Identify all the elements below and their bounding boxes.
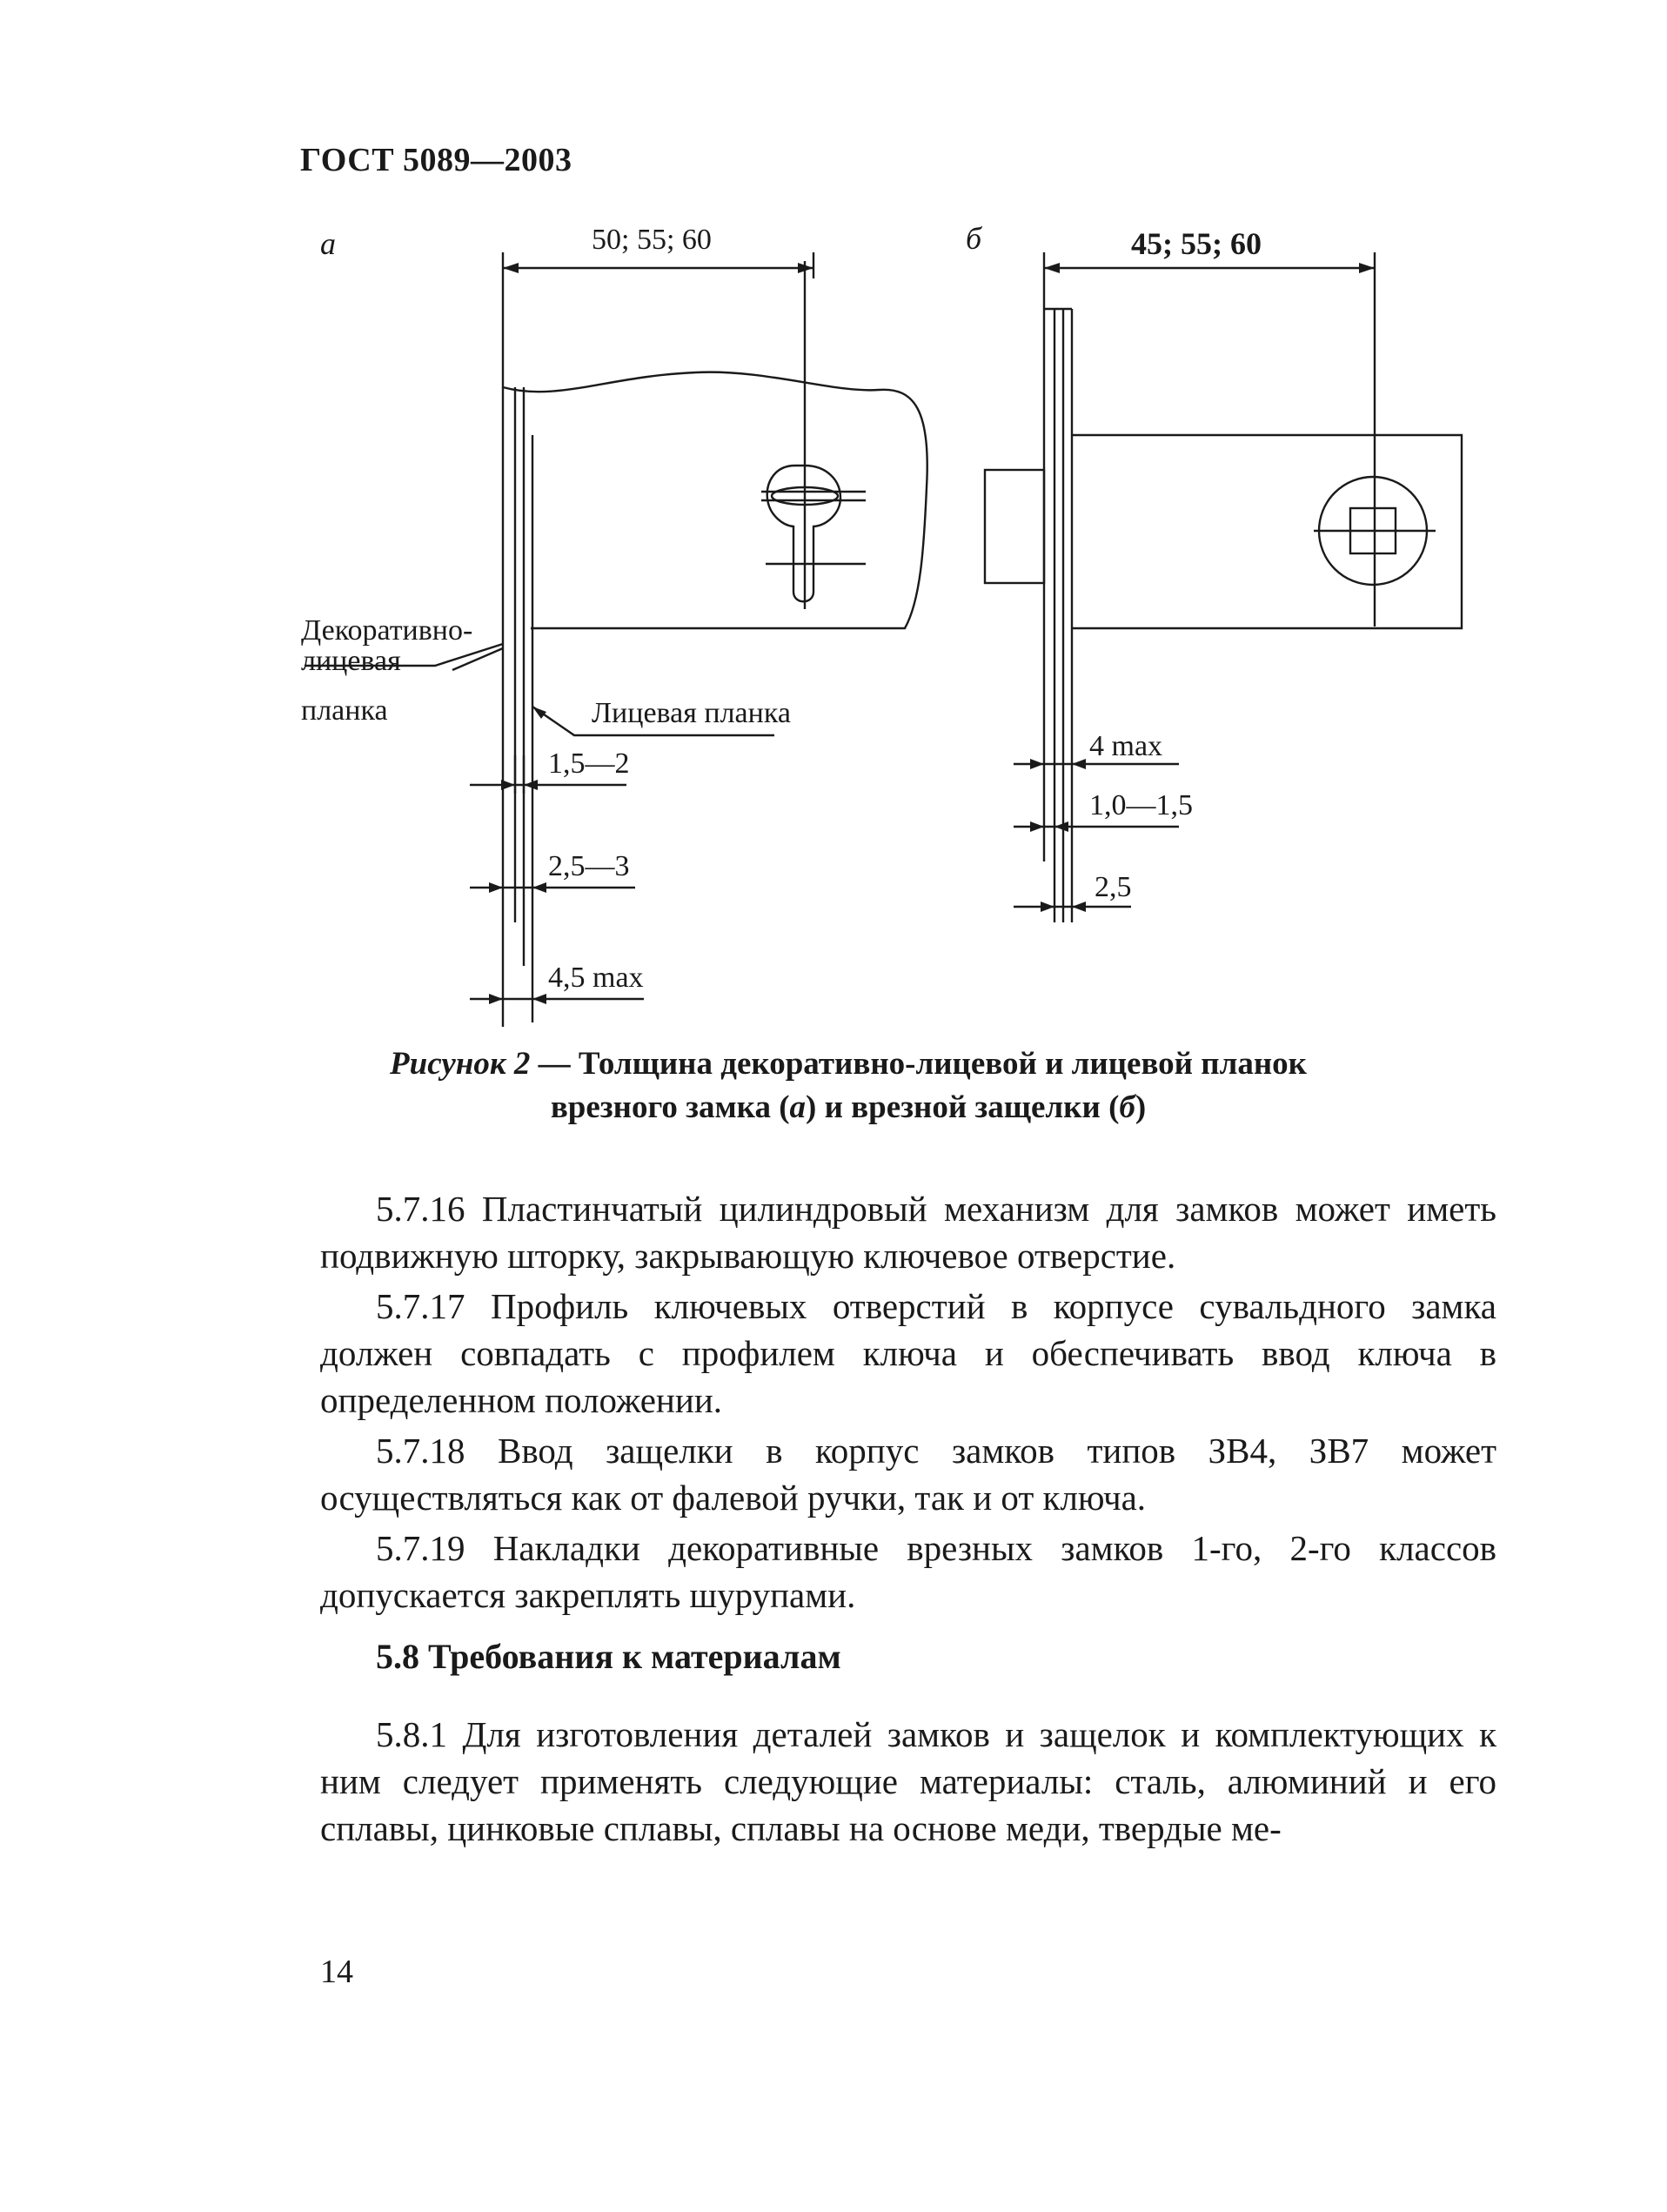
panel-a-label: а <box>320 226 336 261</box>
paragraph-5-8-1: 5.8.1 Для изготовления деталей замков и защелок и комплектующих к ним следует применять следующие материалы: сталь, алюминий и его сплавы, цинковые сплавы, сплавы на основе меди, твердые ме- <box>320 1714 1496 1848</box>
panel-b-drawing <box>985 252 1462 922</box>
panel-b-dim-1: 4 max <box>1089 730 1163 762</box>
panel-a-dim-2: 2,5—3 <box>548 850 630 882</box>
caption-line-2 <box>313 1086 1383 1129</box>
section-heading: 5.8 Требования к материалам <box>376 1637 841 1676</box>
panel-a-label-decor-3: планка <box>301 694 388 727</box>
caption-letter-b: б <box>1119 1089 1135 1125</box>
page-number: 14 <box>320 1954 353 1990</box>
panel-a-dim-1: 1,5—2 <box>548 747 630 780</box>
caption-line2-end: ) <box>1135 1089 1147 1125</box>
body-paragraphs <box>320 1185 1496 1622</box>
panel-a-dim-3: 4,5 max <box>548 962 644 994</box>
document-code: ГОСТ 5089—2003 <box>300 142 572 178</box>
panel-b-dim-3: 2,5 <box>1095 871 1132 903</box>
caption-line1-rest: — Толщина декоративно-лицевой и лицевой планок <box>530 1046 1307 1082</box>
panel-b-label: б <box>966 221 982 256</box>
panel-b-width-dim: 45; 55; 60 <box>1131 226 1262 261</box>
panel-a-width-dim: 50; 55; 60 <box>592 224 712 256</box>
panel-a-label-face: Лицевая планка <box>592 697 791 729</box>
caption-line-1 <box>313 1042 1383 1086</box>
paragraph-5-7-17: 5.7.17 Профиль ключевых отверстий в корпусе сувальдного замка должен совпадать с профилем ключа и обеспечивать ввод ключа в определенном положении. <box>320 1286 1496 1420</box>
caption-line2-a: врезного замка ( <box>550 1089 790 1125</box>
paragraph-5-7-16: 5.7.16 Пластинчатый цилиндровый механизм для замков может иметь подвижную шторку, закрывающую ключевое отверстие. <box>320 1189 1496 1276</box>
caption-letter-a: а <box>789 1089 807 1125</box>
figure-2-drawing <box>0 0 1667 1044</box>
caption-lead: Рисунок 2 <box>390 1046 531 1082</box>
paragraph-5-7-18: 5.7.18 Ввод защелки в корпус замков типов ЗВ4, ЗВ7 может осуществляться как от фалевой ручки, так и от ключа. <box>320 1431 1496 1518</box>
paragraph-5-7-19: 5.7.19 Накладки декоративные врезных замков 1-го, 2-го классов допускается закреплять шурупами. <box>320 1528 1496 1615</box>
figure-caption <box>313 1042 1383 1129</box>
caption-line2-mid: ) и врезной защелки ( <box>806 1089 1120 1125</box>
panel-a-label-decor-2: лицевая <box>301 645 401 677</box>
panel-b-dim-2: 1,0—1,5 <box>1089 789 1193 821</box>
section-body <box>320 1711 1496 1855</box>
panel-a-label-decor-1: Декоративно- <box>301 614 473 647</box>
